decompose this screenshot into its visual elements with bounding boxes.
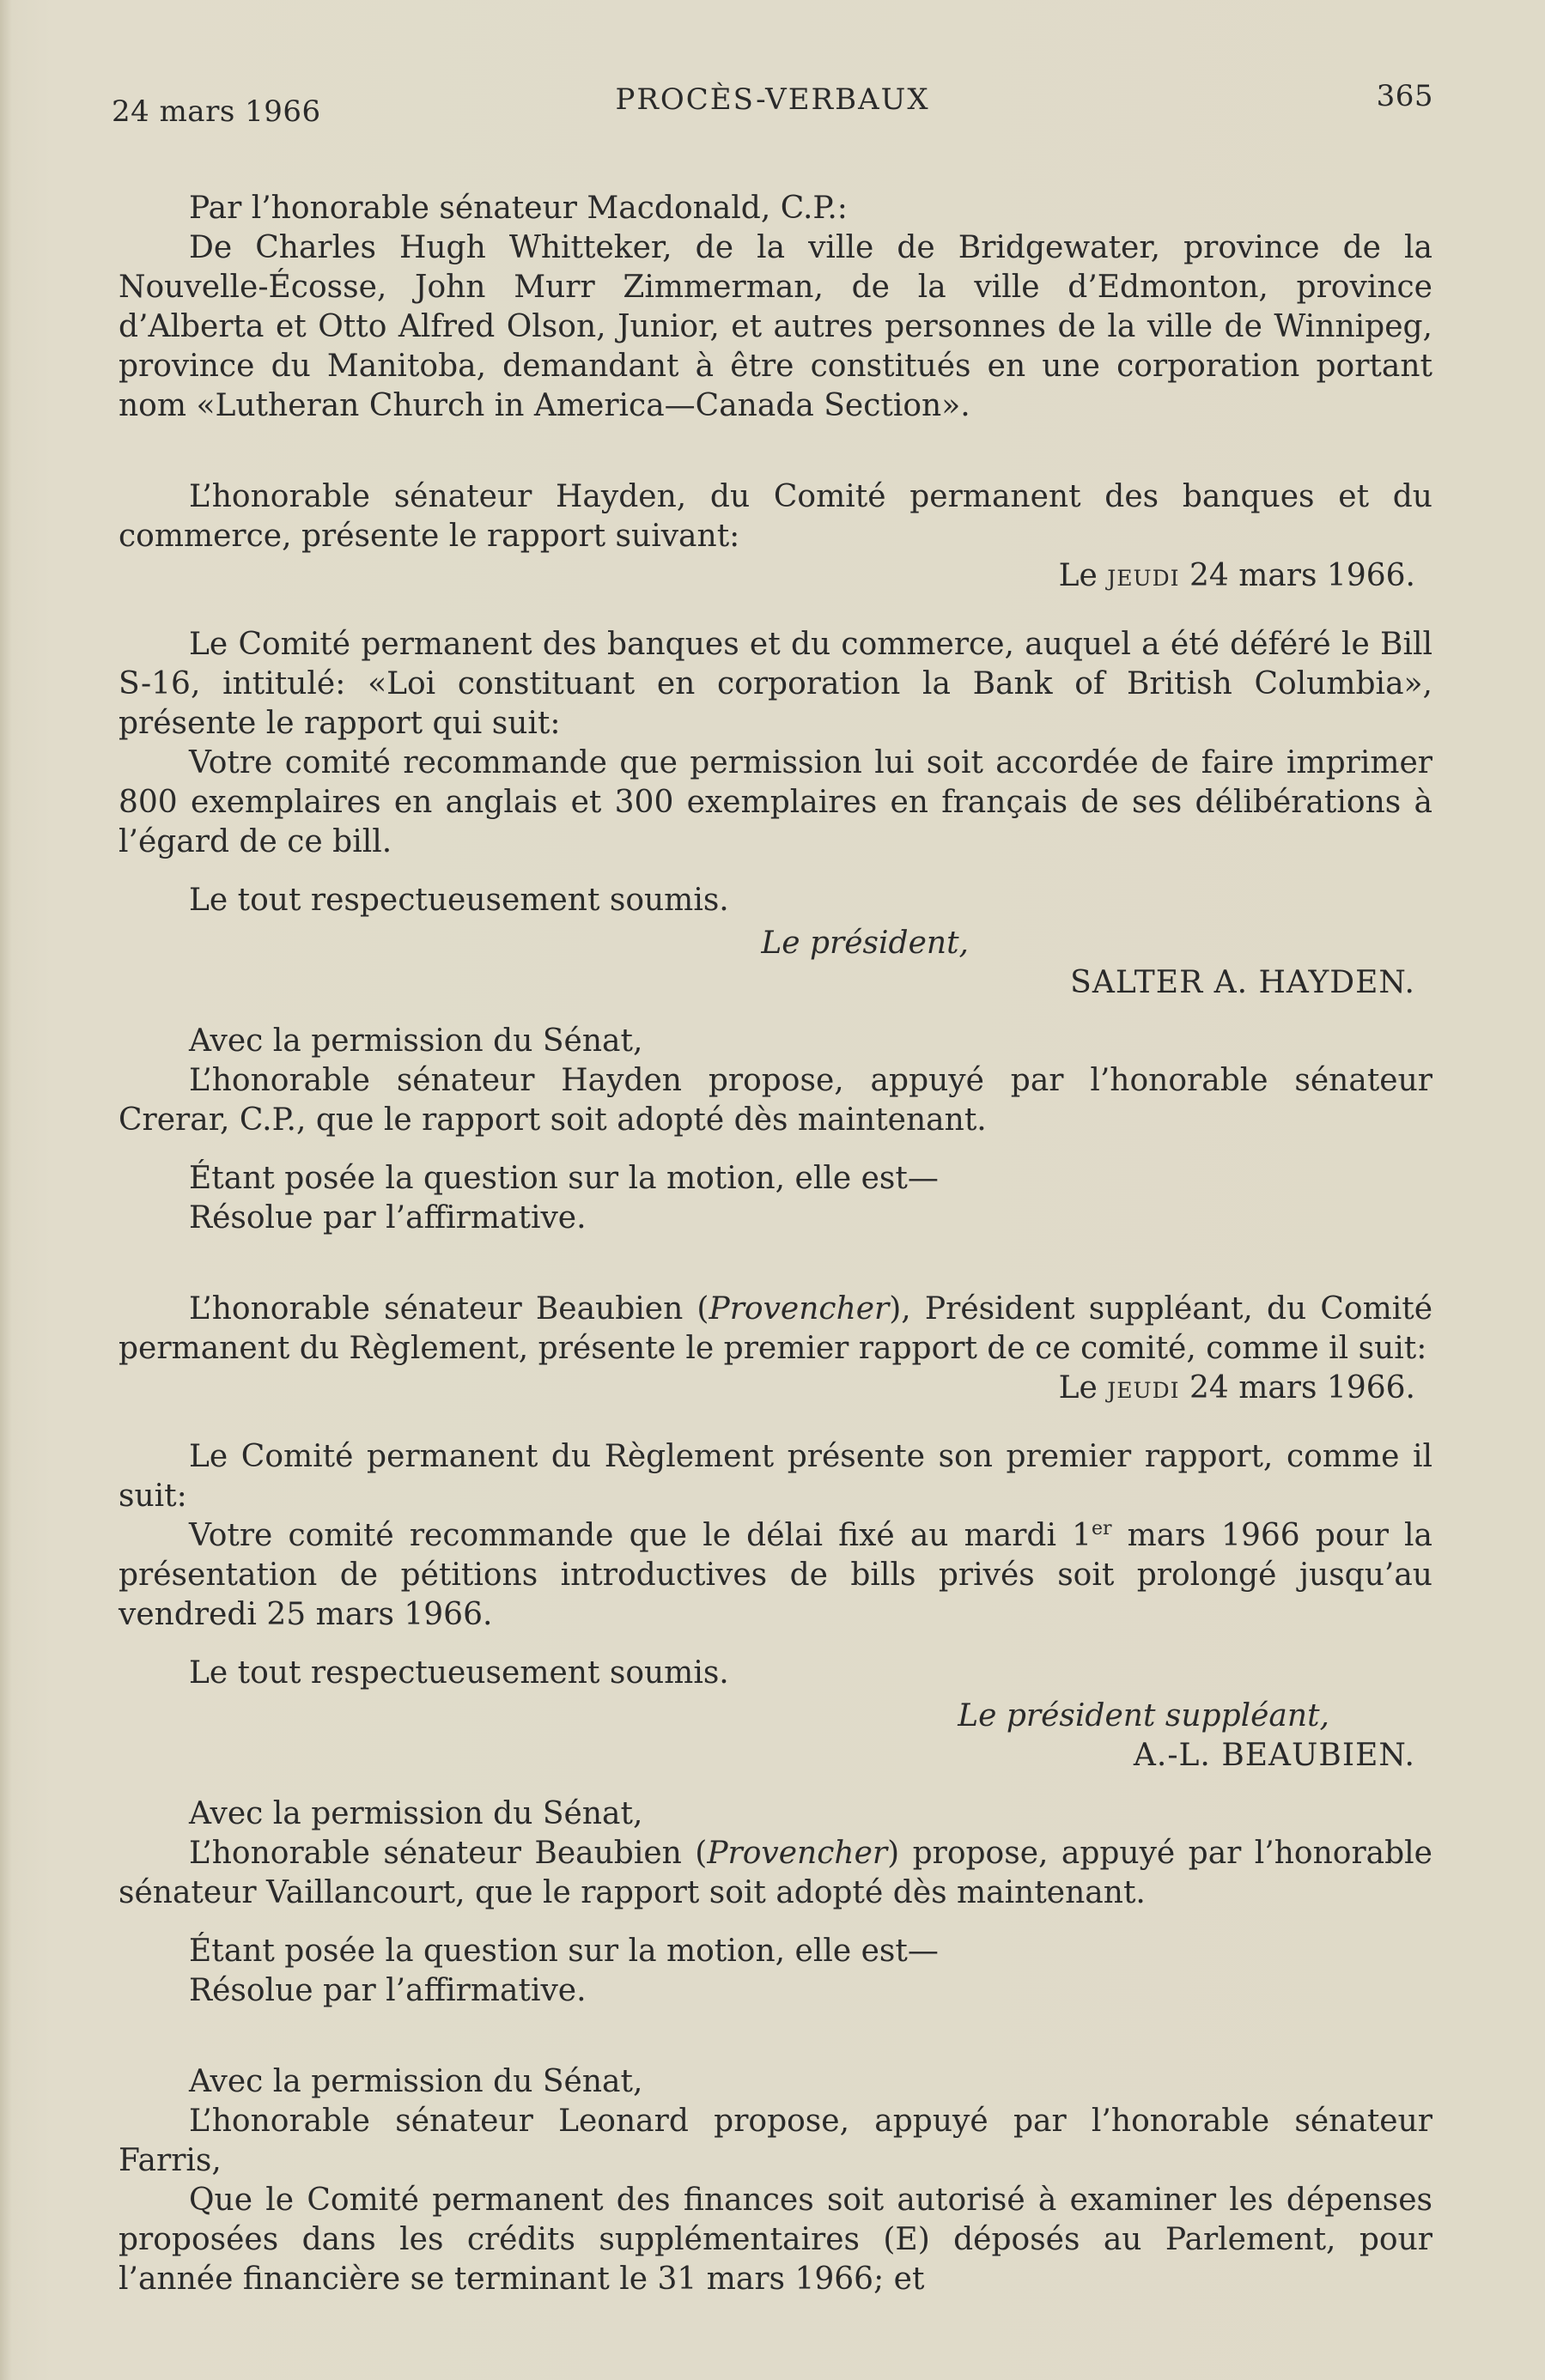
hayden-signature-name: SALTER A. HAYDEN. — [1070, 965, 1415, 1000]
page-header — [112, 79, 1433, 134]
hayden-report: Le Comité permanent des banques et du commerce, auquel a été déféré le Bill S-16, intitulé: «Loi constituant en corporation la Bank of British Columbia», présente le rapport qui suit: — [119, 627, 1432, 741]
beaubien-closing: Le tout respectueusement soumis. — [189, 1655, 729, 1691]
page-number: 365 — [1376, 79, 1433, 113]
document-body — [119, 189, 1432, 2299]
beaubien-motion: L’honorable sénateur Beaubien (Provencher) propose, appuyé par l’honorable sénateur Vaillancourt, que le rapport soit adopté dès maintenant. — [119, 1836, 1432, 1910]
hayden-permission: Avec la permission du Sénat, — [189, 1023, 643, 1059]
hayden-report-date: Le jeudi 24 mars 1966. — [1058, 558, 1415, 593]
beaubien-question: Étant posée la question sur la motion, elle est— — [189, 1934, 939, 1969]
beaubien-intro: L’honorable sénateur Beaubien (Provencher), Président suppléant, du Comité permanent du Règlement, présente le premier rapport de ce comité, comme il suit: — [119, 1291, 1432, 1366]
petition-text: De Charles Hugh Whitteker, de la ville de Bridgewater, province de la Nouvelle-Écosse, John Murr Zimmerman, de la ville d’Edmonton, province d’Alberta et Otto Alfred Olson, Junior, et autres personnes de la ville de Winnipeg, province du Manitoba, demandant à être constitués en une corporation portant nom «Lutheran Church in America—Canada Section». — [119, 230, 1432, 423]
hayden-motion: L’honorable sénateur Hayden propose, appuyé par l’honorable sénateur Crerar, C.P., que le rapport soit adopté dès maintenant. — [119, 1063, 1432, 1138]
hayden-signature-title: Le président, — [761, 926, 969, 961]
leonard-resolution: Que le Comité permanent des finances soit autorisé à examiner les dépenses proposées dans les crédits supplémentaires (E) déposés au Parlement, pour l’année financière se terminant le 31 mars 1966; et — [119, 2183, 1432, 2297]
beaubien-permission: Avec la permission du Sénat, — [189, 1796, 643, 1831]
hayden-question: Étant posée la question sur la motion, elle est— — [189, 1161, 939, 1196]
petition-intro: Par l’honorable sénateur Macdonald, C.P.: — [189, 191, 848, 226]
beaubien-result: Résolue par l’affirmative. — [189, 1973, 587, 2008]
hayden-recommendation: Votre comité recommande que permission lui soit accordée de faire imprimer 800 exemplaires en anglais et 300 exemplaires en français de ses délibérations à l’égard de ce bill. — [119, 745, 1432, 859]
header-title: PROCÈS-VERBAUX — [615, 82, 930, 117]
hayden-intro: L’honorable sénateur Hayden, du Comité permanent des banques et du commerce, présente le rapport suivant: — [119, 479, 1432, 554]
hayden-closing: Le tout respectueusement soumis. — [189, 883, 729, 918]
leonard-motion: L’honorable sénateur Leonard propose, appuyé par l’honorable sénateur Farris, — [119, 2104, 1432, 2178]
header-date: 24 mars 1966 — [112, 94, 321, 129]
hayden-result: Résolue par l’affirmative. — [189, 1200, 587, 1236]
leonard-permission: Avec la permission du Sénat, — [189, 2064, 643, 2099]
beaubien-report: Le Comité permanent du Règlement présente son premier rapport, comme il suit: — [119, 1439, 1432, 1514]
beaubien-signature-name: A.-L. BEAUBIEN. — [1133, 1738, 1415, 1773]
beaubien-recommendation: Votre comité recommande que le délai fixé au mardi 1er mars 1966 pour la présentation de pétitions introductives de bills privés soit prolongé jusqu’au vendredi 25 mars 1966. — [119, 1518, 1432, 1632]
beaubien-signature-title: Le président suppléant, — [958, 1698, 1329, 1733]
beaubien-report-date: Le jeudi 24 mars 1966. — [1058, 1370, 1415, 1406]
